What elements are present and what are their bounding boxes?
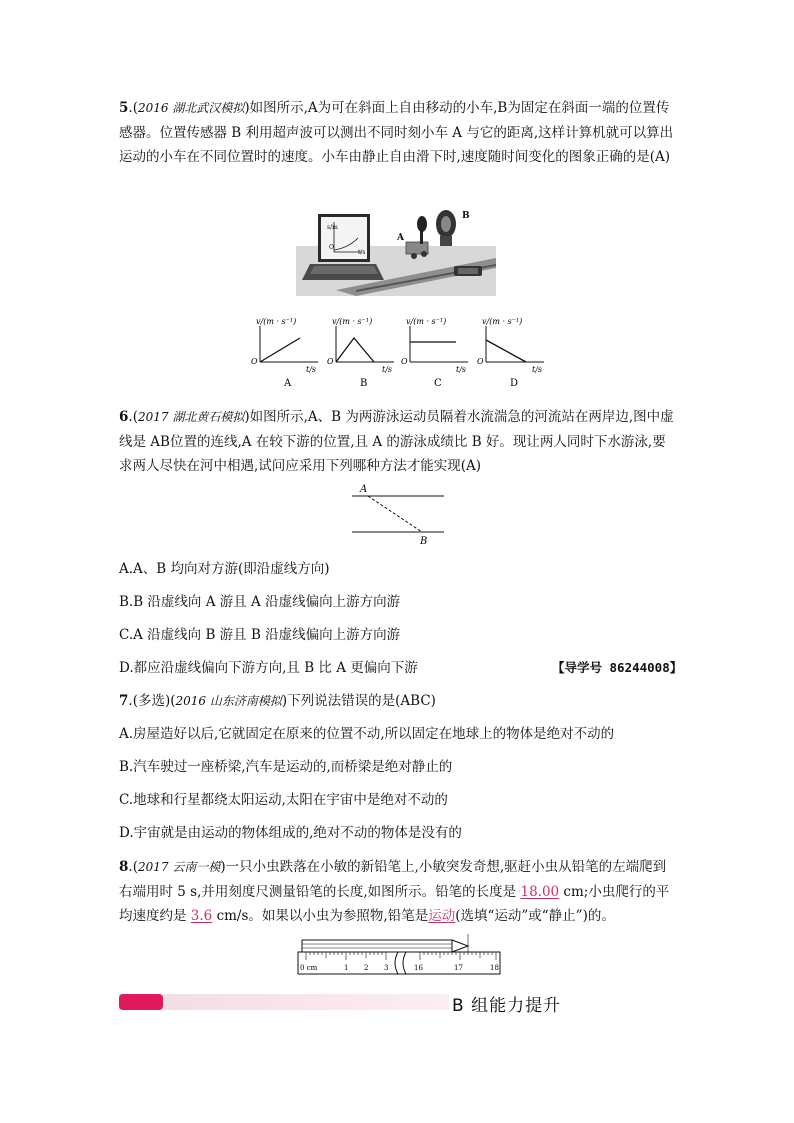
question-8: 8.(2017 云南一模)一只小虫跌落在小敏的新铅笔上,小敏突发奇想,驱赶小虫从铅笔的左端爬到右端用时 5 s,并用刻度尺测量铅笔的长度,如图所示。铅笔的长度是 18.00 cm;小虫爬行的平均速度约是 3.6 cm/s。如果以小虫为参照物,铅笔是运动(选填“运动”或“静止”)的。 bbox=[119, 859, 670, 924]
option-6c: C.A 沿虚线向 B 游且 B 沿虚线偏向上游方向游 bbox=[119, 627, 401, 643]
svg-text:v/(m · s⁻¹): v/(m · s⁻¹) bbox=[256, 317, 297, 326]
graph-label-a: A bbox=[284, 378, 292, 389]
river-label-b: B bbox=[420, 536, 428, 547]
graph-label-c: C bbox=[434, 378, 442, 389]
ruler-tick-16: 16 bbox=[414, 964, 423, 972]
option-7c: C.地球和行星都绕太阳运动,太阳在宇宙中是绝对不动的 bbox=[119, 792, 448, 808]
graph-label-d: D bbox=[510, 378, 519, 389]
svg-text:O: O bbox=[477, 357, 484, 366]
section-title: B 组能力提升 bbox=[452, 996, 562, 1016]
question-number: 5 bbox=[119, 100, 129, 116]
ruler-tick-3: 3 bbox=[384, 964, 389, 972]
photo-label-a: A bbox=[397, 233, 404, 243]
option-7d: D.宇宙就是由运动的物体组成的,绝对不动的物体是没有的 bbox=[119, 825, 462, 841]
section-pill bbox=[119, 994, 163, 1010]
question-number: 8 bbox=[119, 859, 129, 875]
river-label-a: A bbox=[360, 484, 368, 495]
graph-c bbox=[401, 317, 468, 389]
question-number: 7 bbox=[119, 693, 129, 709]
question-5: 5.(2016 湖北武汉模拟)如图所示,A为可在斜面上自由移动的小车,B为固定在斜面一端的位置传感器。位置传感器 B 利用超声波可以测出不同时刻小车 A 与它的距离,这样计算机就可以算出运动的小车在不同位置时的速度。小车由静止自由滑下时,速度随时间变化的图象正确的是(A) bbox=[119, 100, 674, 165]
question-source: 2017 云南一模 bbox=[137, 860, 221, 874]
question-text: )如图所示,A为可在斜面上自由移动的小车,B为固定在斜面一端的位置传感器。位置传感器 B 利用超声波可以测出不同时刻小车 A 与它的距离,这样计算机就可以算出运动的小车在不同位置时的速度。小车由静止自由滑下时,速度随时间变化的图象正确的是(A) bbox=[119, 100, 674, 165]
ruler-tick-2: 2 bbox=[364, 964, 369, 972]
svg-text:v/(m · s⁻¹): v/(m · s⁻¹) bbox=[482, 317, 523, 326]
ruler-tick-17: 17 bbox=[454, 964, 463, 972]
screen-ylabel: s/m bbox=[327, 224, 338, 231]
svg-text:v/(m · s⁻¹): v/(m · s⁻¹) bbox=[406, 317, 447, 326]
ruler-tick-1: 1 bbox=[344, 964, 349, 972]
question-7: 7.(多选)(2016 山东济南模拟)下列说法错误的是(ABC) bbox=[119, 693, 436, 709]
question-source: 2016 山东济南模拟 bbox=[175, 694, 282, 708]
question-6: 6.(2017 湖北黄石模拟)如图所示,A、B 为两游泳运动员隔着水流湍急的河流站在两岸边,图中虚线是 AB位置的连线,A 在较下游的位置,且 A 的游泳成绩比 B 好。现让两人同时下水游泳,要求两人尽快在河中相遇,试问应采用下列哪种方法才能实现(A) bbox=[119, 409, 674, 474]
svg-text:O: O bbox=[327, 357, 334, 366]
answer-length: 18.00 bbox=[520, 883, 560, 900]
answer-speed: 3.6 bbox=[190, 908, 213, 924]
graph-b bbox=[327, 317, 394, 389]
graph-d bbox=[477, 317, 544, 389]
river-diagram bbox=[348, 478, 448, 548]
svg-text:O: O bbox=[401, 357, 408, 366]
question-text: )如图所示,A、B 为两游泳运动员隔着水流湍急的河流站在两岸边,图中虚线是 AB位置的连线,A 在较下游的位置,且 A 的游泳成绩比 B 好。现让两人同时下水游泳,要求两人尽快在河中相遇,试问应采用下列哪种方法才能实现(A) bbox=[119, 409, 674, 474]
screen-origin: O bbox=[329, 244, 334, 251]
option-7b: B.汽车驶过一座桥梁,汽车是运动的,而桥梁是绝对静止的 bbox=[119, 759, 453, 775]
laptop-sensor-photo bbox=[296, 206, 496, 296]
option-6b: B.B 沿虚线向 A 游且 A 沿虚线偏向上游方向游 bbox=[119, 594, 401, 610]
svg-text:O: O bbox=[251, 357, 258, 366]
velocity-graphs bbox=[250, 310, 550, 390]
question-number: 6 bbox=[119, 409, 129, 425]
answer-motion: 运动 bbox=[428, 908, 456, 924]
ruler-tick-0: 0 cm bbox=[300, 964, 318, 972]
ruler-pencil-figure bbox=[296, 932, 502, 976]
section-bar bbox=[119, 994, 449, 1010]
svg-text:v/(m · s⁻¹): v/(m · s⁻¹) bbox=[332, 317, 373, 326]
svg-text:t/s: t/s bbox=[382, 365, 393, 374]
question-source: 2017 湖北黄石模拟 bbox=[137, 410, 245, 424]
option-6a: A.A、B 均向对方游(即沿虚线方向) bbox=[119, 561, 330, 577]
graph-a bbox=[251, 317, 318, 389]
doc-number: 【导学号 86244008】 bbox=[552, 660, 683, 675]
screen-xlabel: t/s bbox=[358, 249, 366, 256]
question-source: 2016 湖北武汉模拟 bbox=[137, 101, 245, 115]
photo-label-b: B bbox=[462, 211, 470, 221]
svg-text:t/s: t/s bbox=[306, 365, 317, 374]
question-text: )下列说法错误的是(ABC) bbox=[281, 693, 436, 709]
ruler-tick-18: 18 bbox=[490, 964, 499, 972]
option-6d: D.都应沿虚线偏向下游方向,且 B 比 A 更偏向下游 bbox=[119, 660, 418, 676]
svg-text:t/s: t/s bbox=[532, 365, 543, 374]
svg-text:t/s: t/s bbox=[456, 365, 467, 374]
option-7a: A.房屋造好以后,它就固定在原来的位置不动,所以固定在地球上的物体是绝对不动的 bbox=[119, 726, 615, 742]
graph-label-b: B bbox=[360, 378, 368, 389]
